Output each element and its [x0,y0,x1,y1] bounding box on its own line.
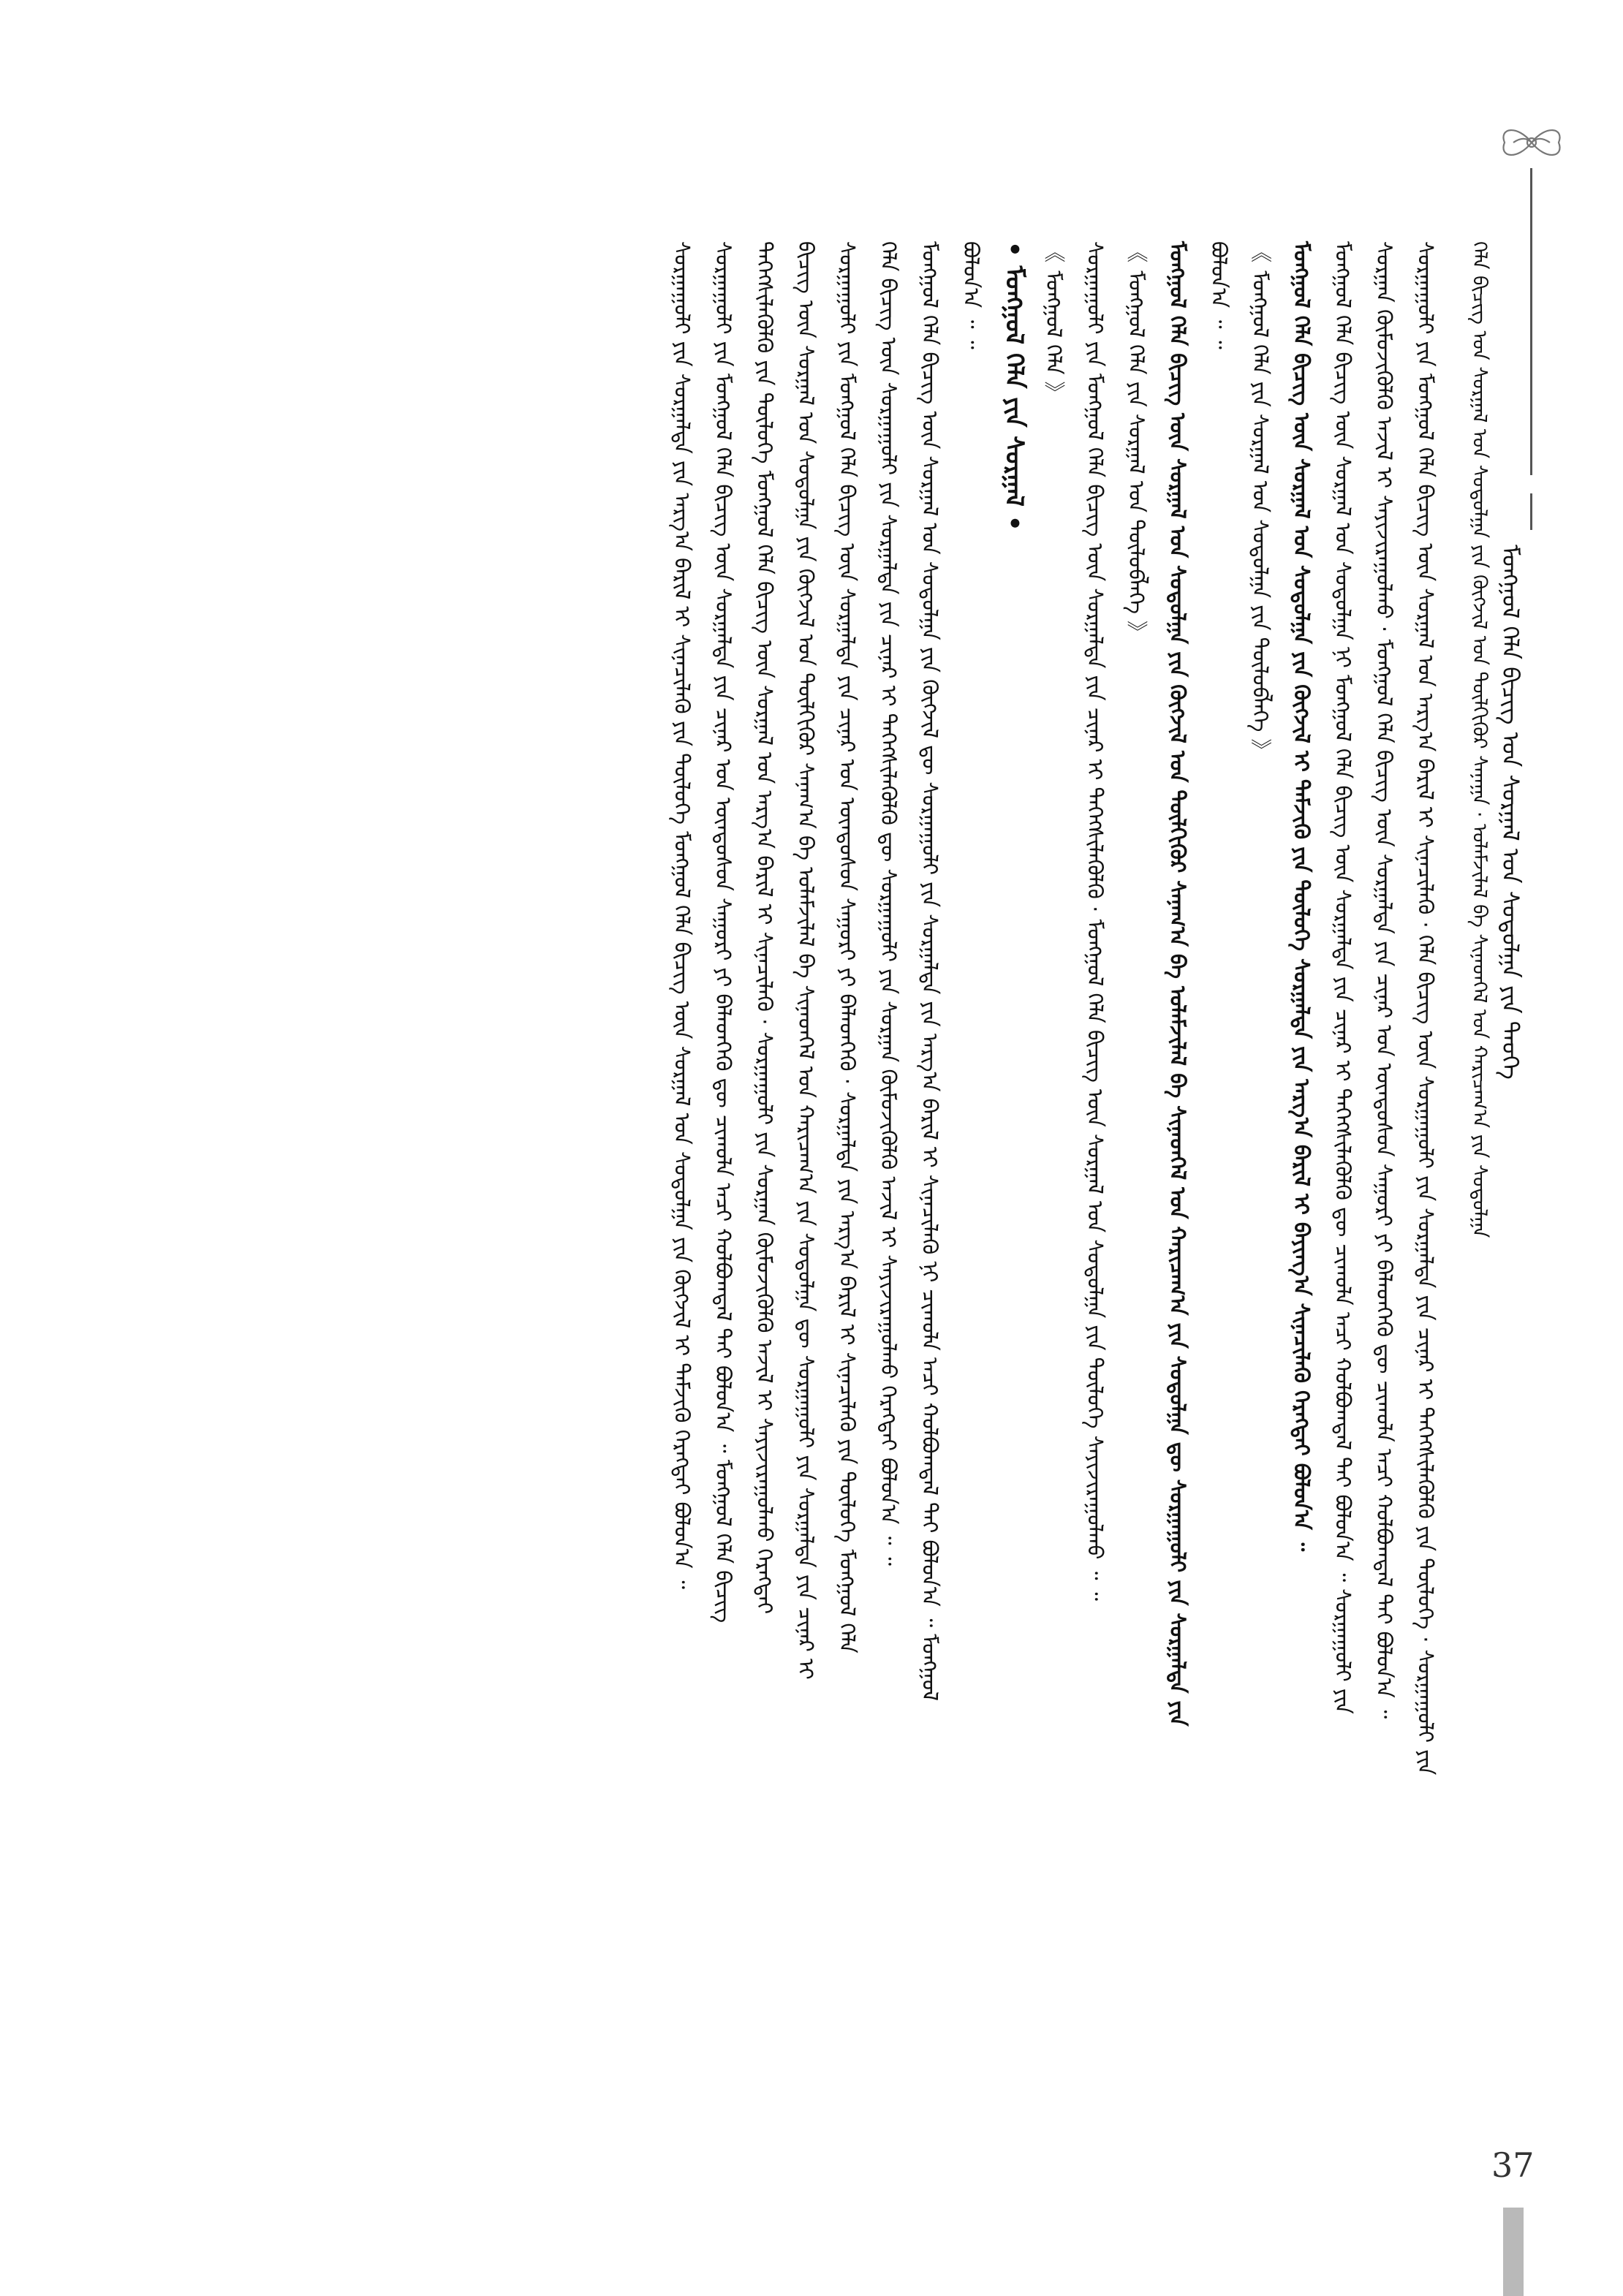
text-column: ᠳᠡᠭᠡᠭᠰᠢᠯᠡᠭᠦᠯᠬᠦ ᠶᠢᠨ ᠲᠥᠯᠥᠭᠡ ᠮᠣᠩᠭᠣᠯ ᠬᠡᠯᠡ ᠪᠢᠴᠢᠭ ᠦᠨ ᠰᠤᠷᠭᠠᠯ ᠤᠨ ᠠᠷᠭ᠎ᠠ ᠪᠠᠷᠢᠯ ᠢ ᠰᠢᠨᠡᠴᠢᠯᠡᠬᠦ · ᠰᠤᠷᠭᠠᠭᠤᠯᠢ ᠶᠢᠨ ᠰᠤᠷᠭᠠᠨ ᠬᠥᠮᠦᠵᠢᠭᠦᠯᠬᠦ ᠠᠵᠢᠯ ᠢ ᠰᠠᠶᠢᠵᠢᠷᠠᠭᠤᠯᠬᠤ ᠬᠡᠷᠡᠭᠲᠡᠢ [752,241,777,1615]
header-ornament-icon [1491,117,1572,168]
text-column: ᠮᠣᠩᠭᠣᠯ ᠬᠡᠯᠡ ᠪᠢᠴᠢᠭ ᠦᠨ ᠰᠤᠷᠭᠠᠯ ᠤᠨ ᠰᠤᠳᠤᠯᠭᠠ ᠶᠢᠨ ᠬᠥᠭᠵᠢᠯ ᠳᠦ ᠰᠤᠷᠭᠠᠭᠤᠯᠢ ᠶᠢᠨ ᠰᠤᠷᠭᠠᠯᠲᠠ ᠶᠢᠨ ᠠᠷᠭ᠎ᠠ ᠪᠠᠷᠢᠯ ᠢ ᠰᠢᠨᠡᠴᠢᠯᠡᠬᠦ ᠨᠢ ᠴᠢᠬᠤᠯᠠ ᠠᠴᠢ ᠬᠣᠯᠪᠣᠭᠳᠠᠯ ᠲᠠᠶ ᠪᠣᠯᠤᠨ᠎ᠠ ᠃ ᠮᠣᠩᠭᠣᠯ [918,241,942,1702]
page-number: 37 [1491,2145,1535,2185]
text-column: ᠮᠣᠩᠭᠣᠯ ᠬᠡᠯᠡ ᠪᠢᠴᠢᠭ ᠦᠨ ᠰᠤᠷᠭᠠᠯ ᠤᠨ ᠰᠤᠳᠤᠯᠭᠠ ᠶᠢᠨ ᠬᠥᠭᠵᠢᠯ ᠤᠨ ᠲᠦᠯᠬᠢᠭᠦᠷ ᠰᠠᠨᠠᠭ᠎ᠠ ᠪᠠ ᠤᠯᠠᠮᠵᠢᠯᠠᠯ ᠪᠠ ᠰᠢᠨᠡᠳᠬᠡᠯ ᠤᠨ ᠬᠠᠷᠢᠴᠠᠭ᠎ᠠ ᠶᠢᠨ ᠰᠤᠳᠤᠯᠭᠠ ᠳᠦ ᠰᠤᠷᠭᠠᠭᠤᠯᠢ ᠶᠢᠨ ᠰᠤᠷᠭᠠᠯᠲᠠ ᠶᠢᠨ [1165,241,1190,1727]
text-column: 《 ᠮᠣᠩᠭᠣᠯ ᠬᠡᠯᠡ ᠶᠢᠨ ᠰᠤᠷᠭᠠᠯ ᠤᠨ ᠰᠤᠳᠤᠯᠭᠠ ᠶᠢᠨ ᠲᠥᠯᠥᠪᠯᠡᠭᠡ 》 [1248,241,1273,761]
text-column: ᠰᠤᠷᠭᠠᠭᠤᠯᠢ ᠶᠢᠨ ᠮᠣᠩᠭᠣᠯ ᠬᠡᠯᠡ ᠪᠢᠴᠢᠭ ᠦᠨ ᠰᠤᠷᠭᠠᠯ ᠤᠨ ᠠᠷᠭ᠎ᠠ ᠪᠠᠷᠢᠯ ᠢ ᠰᠢᠨᠡᠴᠢᠯᠡᠬᠦ · ᠬᠡᠯᠡ ᠪᠢᠴᠢᠭ ᠦᠨ ᠰᠤᠷᠭᠠᠭᠤᠯᠢ ᠶᠢᠨ ᠰᠤᠷᠭᠠᠯᠲᠠ ᠶᠢᠨ ᠴᠢᠨᠠᠷ ᠢ ᠳᠡᠭᠡᠭᠰᠢᠯᠡᠭᠦᠯᠬᠦ ᠶᠢᠨ ᠲᠥᠯᠥᠭᠡ · ᠰᠤᠷᠭᠠᠭᠤᠯᠢ ᠶᠢᠨ [1413,241,1438,1776]
section-heading: • ᠮᠣᠩᠭᠣᠯ ᠬᠡᠯᠡ ᠶᠢᠨ ᠰᠤᠷᠭᠠᠯ • [999,241,1029,531]
text-column: ᠰᠤᠷᠭᠠᠭᠤᠯᠢ ᠶᠢᠨ ᠮᠣᠩᠭᠣᠯ ᠬᠡᠯᠡ ᠪᠢᠴᠢᠭ ᠦᠨ ᠰᠤᠷᠭᠠᠯᠲᠠ ᠶᠢᠨ ᠴᠢᠨᠠᠷ ᠤᠨ ᠦᠨᠳᠦᠰᠦᠨ ᠰᠠᠭᠤᠷᠢ ᠶᠢ ᠪᠡᠯᠡᠳᠬᠡᠬᠦ · ᠰᠤᠷᠭᠠᠯᠲᠠ ᠶᠢᠨ ᠠᠷᠭ᠎ᠠ ᠪᠠᠷᠢᠯ ᠢ ᠰᠢᠨᠡᠴᠢᠯᠡᠬᠦ ᠶᠢᠨ ᠲᠥᠯᠥᠭᠡ ᠮᠣᠩᠭᠣᠯ ᠬᠡᠯᠡ [835,241,860,1653]
running-head: ᠮᠣᠩᠭᠣᠯ ᠬᠡᠯᠡ ᠪᠢᠴᠢᠭ ᠤᠨ ᠰᠤᠷᠭᠠᠯ ᠤᠨ ᠰᠤᠳᠤᠯᠭᠠ ᠶᠢᠨ ᠲᠡᠦᠬᠡ [1497,545,1524,1080]
header-rule-short [1530,493,1532,530]
text-column: ᠰᠤᠷᠭᠠᠨ ᠬᠥᠮᠦᠵᠢᠭᠦᠯᠬᠦ ᠠᠵᠢᠯ ᠢ ᠰᠠᠶᠢᠵᠢᠷᠠᠭᠤᠯᠬᠤ · ᠮᠣᠩᠭᠣᠯ ᠬᠡᠯᠡ ᠪᠢᠴᠢᠭ ᠦᠨ ᠰᠤᠷᠭᠠᠯᠲᠠ ᠶᠢᠨ ᠴᠢᠨᠠᠷ ᠤᠨ ᠦᠨᠳᠦᠰᠦᠨ ᠰᠠᠭᠤᠷᠢ ᠶᠢ ᠪᠡᠯᠡᠳᠬᠡᠬᠦ ᠳᠦ ᠴᠢᠬᠤᠯᠠ ᠠᠴᠢ ᠬᠣᠯᠪᠣᠭᠳᠠᠯ ᠲᠠᠶ ᠪᠣᠯᠤᠨ᠎ᠠ ᠃ [1372,241,1397,1719]
text-column: ᠪᠣᠯᠤᠨ᠎ᠠ ᠃ ᠃ [958,241,984,349]
text-column: ᠪᠣᠯᠤᠨ᠎ᠠ ᠃ ᠃ [1206,241,1232,349]
text-column: ᠮᠣᠩᠭᠣᠯ ᠬᠡᠯᠡ ᠪᠢᠴᠢᠭ ᠦᠨ ᠰᠤᠷᠭᠠᠯ ᠤᠨ ᠰᠤᠳᠤᠯᠭᠠ ᠨᠢ ᠮᠣᠩᠭᠣᠯ ᠬᠡᠯᠡ ᠪᠢᠴᠢᠭ ᠦᠨ ᠰᠤᠷᠭᠠᠯᠲᠠ ᠶᠢᠨ ᠴᠢᠨᠠᠷ ᠢ ᠳᠡᠭᠡᠭᠰᠢᠯᠡᠭᠦᠯᠬᠦ ᠳᠦ ᠴᠢᠬᠤᠯᠠ ᠠᠴᠢ ᠬᠣᠯᠪᠣᠭᠳᠠᠯ ᠲᠠᠶ ᠪᠣᠯᠤᠨ᠎ᠠ ᠃ ᠰᠤᠷᠭᠠᠭᠤᠯᠢ ᠶᠢᠨ [1331,241,1355,1714]
running-subhead: ᠬᠡᠯᠡ ᠪᠢᠴᠢᠭ ᠤᠨ ᠰᠤᠷᠭᠠᠯ ᠤᠨ ᠰᠤᠳᠤᠯᠭᠠ ᠶᠢᠨ ᠬᠥᠭᠵᠢᠯ ᠤᠨ ᠲᠦᠯᠬᠢᠭᠦᠷ ᠰᠠᠨᠠᠭᠠ · ᠤᠯᠠᠮᠵᠢᠯᠠᠯ ᠪᠠ ᠰᠢᠨᠡᠳᠬᠡᠯ ᠤᠨ ᠬᠠᠷᠢᠴᠠᠭ᠎ᠠ ᠶᠢᠨ ᠰᠤᠳᠤᠯᠭᠠ [1468,241,1491,1238]
text-column: 《 ᠮᠣᠩᠭᠣᠯ ᠬᠡᠯᠡ 》 [1041,241,1067,403]
header-rule [1530,168,1532,475]
page-edge-tab [1503,2208,1524,2296]
text-column: ᠰᠤᠷᠭᠠᠭᠤᠯᠢ ᠶᠢᠨ ᠰᠤᠷᠭᠠᠯᠲᠠ ᠶᠢᠨ ᠠᠷᠭ᠎ᠠ ᠪᠠᠷᠢᠯ ᠢ ᠰᠢᠨᠡᠴᠢᠯᠡᠬᠦ ᠶᠢᠨ ᠲᠥᠯᠥᠭᠡ ᠮᠣᠩᠭᠣᠯ ᠬᠡᠯᠡ ᠪᠢᠴᠢᠭ ᠦᠨ ᠰᠤᠷᠭᠠᠯ ᠤᠨ ᠰᠤᠳᠤᠯᠭᠠ ᠶᠢᠨ ᠬᠥᠭᠵᠢᠯ ᠢ ᠳᠡᠮᠵᠢᠬᠦ ᠬᠡᠷᠡᠭᠲᠡᠢ ᠪᠣᠯᠤᠨ᠎ᠠ ᠃ [670,241,695,1589]
text-column: ᠮᠣᠩᠭᠣᠯ ᠬᠡᠯᠡ ᠪᠢᠴᠢᠭ ᠦᠨ ᠰᠤᠷᠭᠠᠯ ᠤᠨ ᠰᠤᠳᠤᠯᠭᠠ ᠶᠢᠨ ᠬᠥᠭᠵᠢᠯ ᠢ ᠳᠡᠮᠵᠢᠬᠦ ᠶᠢᠨ ᠲᠥᠯᠥᠭᠡ ᠰᠤᠷᠭᠠᠯᠲᠠ ᠶᠢᠨ ᠠᠷᠭ᠎ᠠ ᠪᠠᠷᠢᠯ ᠢ ᠪᠠᠶᠢᠨᠭ᠎ᠠ ᠰᠢᠨᠡᠴᠢᠯᠡᠬᠦ ᠬᠡᠷᠡᠭᠲᠡᠢ ᠪᠣᠯᠤᠨ᠎ᠠ ᠃ [1289,241,1314,1552]
text-column: ᠪᠢᠴᠢᠭ ᠦᠨ ᠰᠤᠷᠭᠠᠯ ᠤᠨ ᠰᠤᠳᠤᠯᠭᠠ ᠶᠢᠨ ᠬᠥᠭᠵᠢᠯ ᠤᠨ ᠲᠦᠯᠬᠢᠭᠦᠷ ᠰᠠᠨᠠᠭ᠎ᠠ ᠪᠠ ᠤᠯᠠᠮᠵᠢᠯᠠᠯ ᠪᠠ ᠰᠢᠨᠡᠳᠬᠡᠯ ᠤᠨ ᠬᠠᠷᠢᠴᠠᠭ᠎ᠠ ᠶᠢᠨ ᠰᠤᠳᠤᠯᠭᠠ ᠳᠦ ᠰᠤᠷᠭᠠᠭᠤᠯᠢ ᠶᠢᠨ ᠰᠤᠷᠭᠠᠯᠲᠠ ᠶᠢᠨ ᠴᠢᠨᠠᠷ ᠢ [793,241,819,1680]
text-column: ᠬᠡᠯᠡ ᠪᠢᠴᠢᠭ ᠦᠨ ᠰᠤᠷᠭᠠᠭᠤᠯᠢ ᠶᠢᠨ ᠰᠤᠷᠭᠠᠯᠲᠠ ᠶᠢᠨ ᠴᠢᠨᠠᠷ ᠢ ᠳᠡᠭᠡᠭᠰᠢᠯᠡᠭᠦᠯᠬᠦ ᠳᠦ ᠰᠤᠷᠭᠠᠭᠤᠯᠢ ᠶᠢᠨ ᠰᠤᠷᠭᠠᠨ ᠬᠥᠮᠦᠵᠢᠭᠦᠯᠬᠦ ᠠᠵᠢᠯ ᠢ ᠰᠠᠶᠢᠵᠢᠷᠠᠭᠤᠯᠬᠤ ᠬᠡᠷᠡᠭᠲᠡᠢ ᠪᠣᠯᠤᠨ᠎ᠠ ᠃ ᠃ [876,241,901,1566]
text-column: ᠰᠤᠷᠭᠠᠭᠤᠯᠢ ᠶᠢᠨ ᠮᠣᠩᠭᠣᠯ ᠬᠡᠯᠡ ᠪᠢᠴᠢᠭ ᠦᠨ ᠰᠤᠷᠭᠠᠯᠲᠠ ᠶᠢᠨ ᠴᠢᠨᠠᠷ ᠢ ᠳᠡᠭᠡᠭᠰᠢᠯᠡᠭᠦᠯᠬᠦ · ᠮᠣᠩᠭᠣᠯ ᠬᠡᠯᠡ ᠪᠢᠴᠢᠭ ᠦᠨ ᠰᠤᠷᠭᠠᠯ ᠤᠨ ᠰᠤᠳᠤᠯᠭᠠ ᠶᠢᠨ ᠲᠥᠯᠥᠭᠡ ᠰᠠᠶᠢᠵᠢᠷᠠᠭᠤᠯᠬᠤ ᠃ ᠃ [1083,241,1108,1601]
text-column: 《 ᠮᠣᠩᠭᠣᠯ ᠬᠡᠯᠡ ᠶᠢᠨ ᠰᠤᠷᠭᠠᠯ ᠤᠨ ᠲᠥᠯᠥᠪᠯᠡᠭᠡ 》 [1124,241,1149,643]
text-column: ᠰᠤᠷᠭᠠᠭᠤᠯᠢ ᠶᠢᠨ ᠮᠣᠩᠭᠣᠯ ᠬᠡᠯᠡ ᠪᠢᠴᠢᠭ ᠦᠨ ᠰᠤᠷᠭᠠᠯᠲᠠ ᠶᠢᠨ ᠴᠢᠨᠠᠷ ᠤᠨ ᠦᠨᠳᠦᠰᠦᠨ ᠰᠠᠭᠤᠷᠢ ᠶᠢ ᠪᠡᠯᠡᠳᠬᠡᠬᠦ ᠳᠦ ᠴᠢᠬᠤᠯᠠ ᠠᠴᠢ ᠬᠣᠯᠪᠣᠭᠳᠠᠯ ᠲᠠᠶ ᠪᠣᠯᠤᠨ᠎ᠠ ᠃ ᠮᠣᠩᠭᠣᠯ ᠬᠡᠯᠡ ᠪᠢᠴᠢᠭ [711,241,736,1624]
